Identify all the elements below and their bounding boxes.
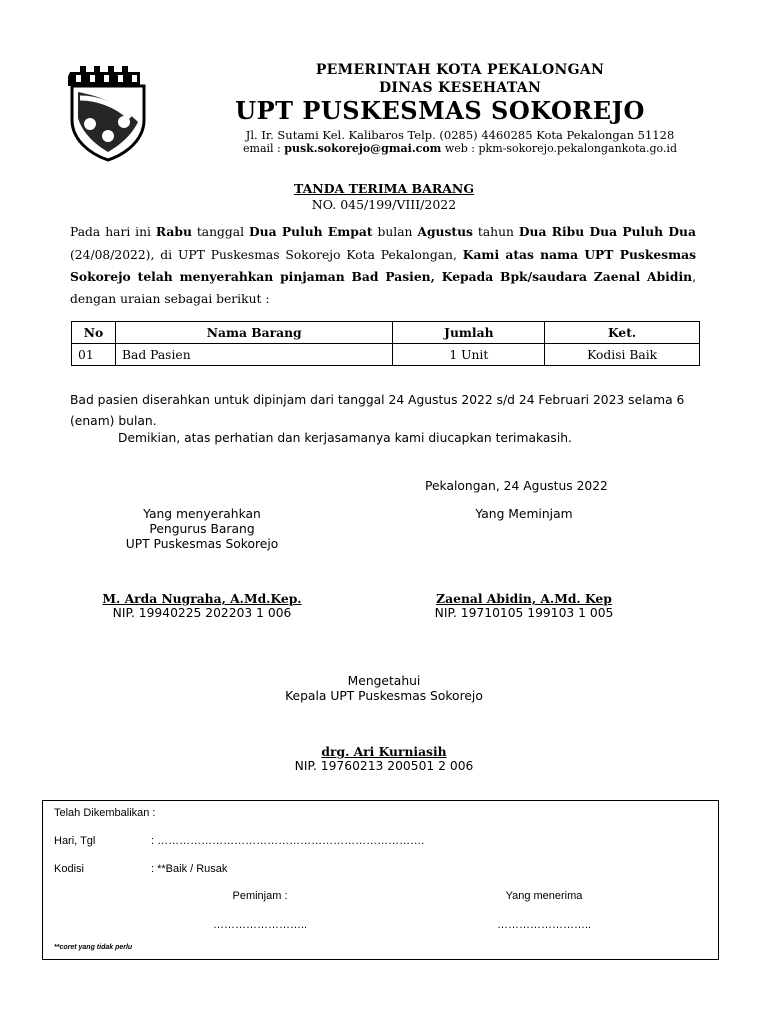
cell-qty: 1 Unit [393,344,545,366]
approval-line1: Mengetahui [347,674,421,688]
para-text: bulan [372,225,418,239]
col-header-note: Ket. [545,322,700,344]
approval-line2: Kepala UPT Puskesmas Sokorejo [285,689,483,703]
return-condition-value: : **Baik / Rusak [151,863,228,875]
table-row [72,344,700,366]
return-condition-label: Kodisi [54,863,84,875]
para-day: Rabu [155,224,192,239]
cell-item: Bad Pasien [115,344,392,366]
right-signatory [404,591,644,620]
approver [234,744,534,773]
para-text: tanggal [191,225,249,239]
para-text: , dengan uraian sebagai berikut : [70,270,696,306]
para-text: (24/08/2022), di UPT Puskesmas Sokorejo Kota Pekalongan, [70,247,463,262]
para-date: Dua Puluh Empat [249,224,373,239]
cell-note: Kodisi Baik [545,344,700,366]
right-signatory-name: Zaenal Abidin, A.Md. Kep [436,591,612,606]
receiver-label: Yang menerima [505,890,583,902]
approver-name: drg. Ari Kurniasih [321,744,447,759]
left-signatory-name: M. Arda Nugraha, A.Md.Kep. [102,591,302,606]
left-sign-label [92,507,312,552]
address: Jl. Ir. Sutami Kel. Kalibaros Telp. (0285) 4460285 Kota Pekalongan 51128 [245,128,675,142]
approver-nip: NIP. 19760213 200501 2 006 [294,759,474,773]
approval-label [234,674,534,704]
col-header-qty: Jumlah [393,322,545,344]
para-year: Dua Ribu Dua Puluh Dua [518,224,696,239]
website: web : pkm-sokorejo.pekalongankota.go.id [441,142,677,155]
borrower-signature-line: …………………….. [212,919,308,931]
contact-line [150,142,768,155]
pekalongan-city-crest-icon [68,62,148,162]
left-signatory [82,591,322,620]
table-header-row [72,322,700,344]
para-text: tahun [472,225,519,239]
cell-no: 01 [72,344,116,366]
para-month: Agustus [417,224,473,239]
right-sign-label: Yang Meminjam [475,507,573,521]
loan-period-paragraph: Bad pasien diserahkan untuk dipinjam dari tanggal 24 Agustus 2022 s/d 24 Februari 2023 selama 6 (enam) bulan. [70,393,685,428]
col-header-no: No [72,322,116,344]
left-sign-line1: Yang menyerahkan [143,507,261,521]
org-name: UPT PUSKESMAS SOKOREJO [235,96,645,125]
dept-name: DINAS KESEHATAN [378,80,542,96]
doc-title: TANDA TERIMA BARANG [293,181,475,196]
return-date-label: Hari, Tgl [54,835,96,847]
return-box [42,800,719,960]
email: pusk.sokorejo@gmai.com [284,142,442,155]
left-signatory-nip: NIP. 19940225 202203 1 006 [112,606,292,620]
items-table [71,321,700,366]
return-date-value: : ………………………………………………………………. [151,835,425,847]
receiver-signature-line: …………………….. [496,919,592,931]
right-signatory-nip: NIP. 19710105 199103 1 005 [434,606,614,620]
doc-number: NO. 045/199/VIII/2022 [311,197,457,212]
closing-paragraph: Demikian, atas perhatian dan kerjasamanya kami diucapkan terimakasih. [118,431,572,445]
borrower-label: Peminjam : [232,890,288,902]
place-date: Pekalongan, 24 Agustus 2022 [425,479,608,493]
left-sign-line3: UPT Puskesmas Sokorejo [125,537,279,551]
gov-name: PEMERINTAH KOTA PEKALONGAN [315,62,605,78]
opening-paragraph [70,221,696,310]
return-title: Telah Dikembalikan : [54,807,156,819]
footnote: **coret yang tidak perlu [54,944,133,951]
para-statement: Kami atas nama UPT Puskesmas Sokorejo telah menyerahkan pinjaman Bad Pasien, Kepada Bpk/saudara Zaenal Abidin [70,246,697,284]
col-header-item: Nama Barang [115,322,392,344]
left-sign-line2: Pengurus Barang [149,522,255,536]
para-text: Pada hari ini [70,225,156,239]
email-label: email : [243,142,285,155]
